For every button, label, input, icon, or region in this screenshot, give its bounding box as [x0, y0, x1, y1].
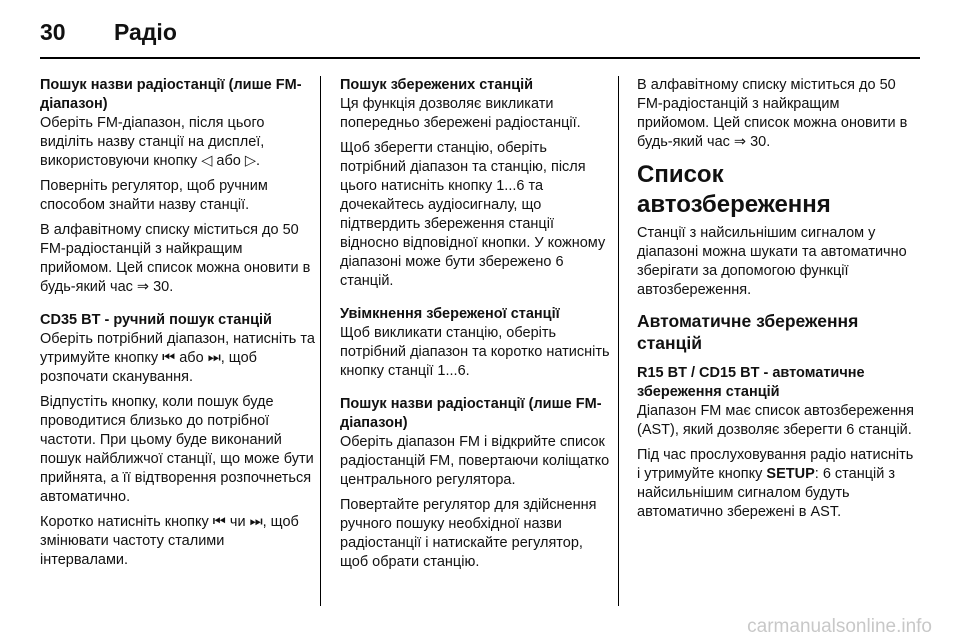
paragraph: Оберіть потрібний діапазон, натисніть та утримуйте кнопку ⏮ або ⏭, щоб розпочати сканування.	[40, 331, 315, 385]
paragraph: Оберіть діапазон FM і відкрийте список радіостанцій FM, повертаючи коліщатко центрального регулятора.	[340, 434, 610, 488]
paragraph-text: : 6 станцій з найсильнішим сигналом будуть автоматично збережені в AST.	[637, 466, 896, 520]
page-number: 30	[40, 18, 66, 45]
heading-auto-save: Автоматичне збереження станцій	[637, 311, 859, 353]
column-divider-1	[320, 76, 321, 606]
paragraph: Станції з найсильнішим сигналом у діапазоні можна шукати та автоматично зберігати за допомогою функції автозбереження.	[637, 225, 907, 298]
header-rule	[40, 57, 920, 59]
heading-saved-stations: Пошук збережених станцій	[340, 77, 534, 93]
paragraph: В алфавітному списку міститься до 50 FM-радіостанцій з найкращим прийомом. Цей список можна оновити в будь-який час ⇒ 30.	[637, 77, 908, 150]
column-2	[340, 76, 615, 578]
column-1	[40, 76, 315, 576]
paragraph: Щоб зберегти станцію, оберіть потрібний діапазон та станцію, після цього натисніть кнопку 1...6 та дочекайтесь аудіосигналу, що підтвердить збереження станції відносно відповідної кнопки. У кожному діапазоні може бути збережено 6 станцій.	[340, 140, 606, 289]
column-3	[637, 76, 915, 528]
paragraph: Оберіть FM-діапазон, після цього виділіть назву станції на дисплеї, використовуючи кнопку ◁ або ▷.	[40, 115, 265, 169]
page-title: Радіо	[114, 18, 177, 45]
paragraph: Коротко натисніть кнопку ⏮ чи ⏭, щоб змінювати частоту сталими інтервалами.	[40, 514, 299, 568]
setup-key-label: SETUP	[766, 466, 815, 482]
heading-recall-station: Увімкнення збереженої станції	[340, 306, 560, 322]
watermark: carmanualsonline.info	[747, 616, 932, 637]
paragraph: В алфавітному списку міститься до 50 FM-радіостанцій з найкращим прийомом. Цей список можна оновити в будь-який час ⇒ 30.	[40, 222, 311, 295]
paragraph: Щоб викликати станцію, оберіть потрібний діапазон та коротко натисніть кнопку станції 1...6.	[340, 325, 610, 379]
paragraph: Відпустіть кнопку, коли пошук буде проводитися близько до потрібної частоти. При цьому буде виконаний пошук найближчої станції, що може бути прийнята, а її відтворення розпочнеться автоматично.	[40, 394, 314, 505]
heading-fm-name-search-2: Пошук назви радіостанції (лише FM-діапазон)	[340, 396, 602, 431]
paragraph: Діапазон FM має список автозбереження (AST), який дозволяє зберегти 6 станцій.	[637, 403, 915, 438]
heading-fm-name-search: Пошук назви радіостанції (лише FM-діапазон)	[40, 77, 302, 112]
heading-manual-search: CD35 BT - ручний пошук станцій	[40, 312, 272, 328]
paragraph: Повертайте регулятор для здійснення ручного пошуку необхідної назви радіостанції і натискайте регулятор, щоб обрати станцію.	[340, 497, 597, 570]
paragraph	[637, 446, 915, 522]
heading-r15-autosave: R15 BT / CD15 BT - автоматичне збереження станцій	[637, 365, 865, 400]
column-divider-2	[618, 76, 619, 606]
paragraph: Поверніть регулятор, щоб ручним способом знайти назву станції.	[40, 178, 268, 213]
page-header	[40, 14, 177, 50]
paragraph: Ця функція дозволяє викликати попередньо збережені радіостанції.	[340, 96, 581, 131]
heading-autostore-list: Список автозбереження	[637, 161, 831, 218]
paragraph-text: Під час прослуховування радіо натисніть і утримуйте кнопку	[637, 447, 914, 482]
